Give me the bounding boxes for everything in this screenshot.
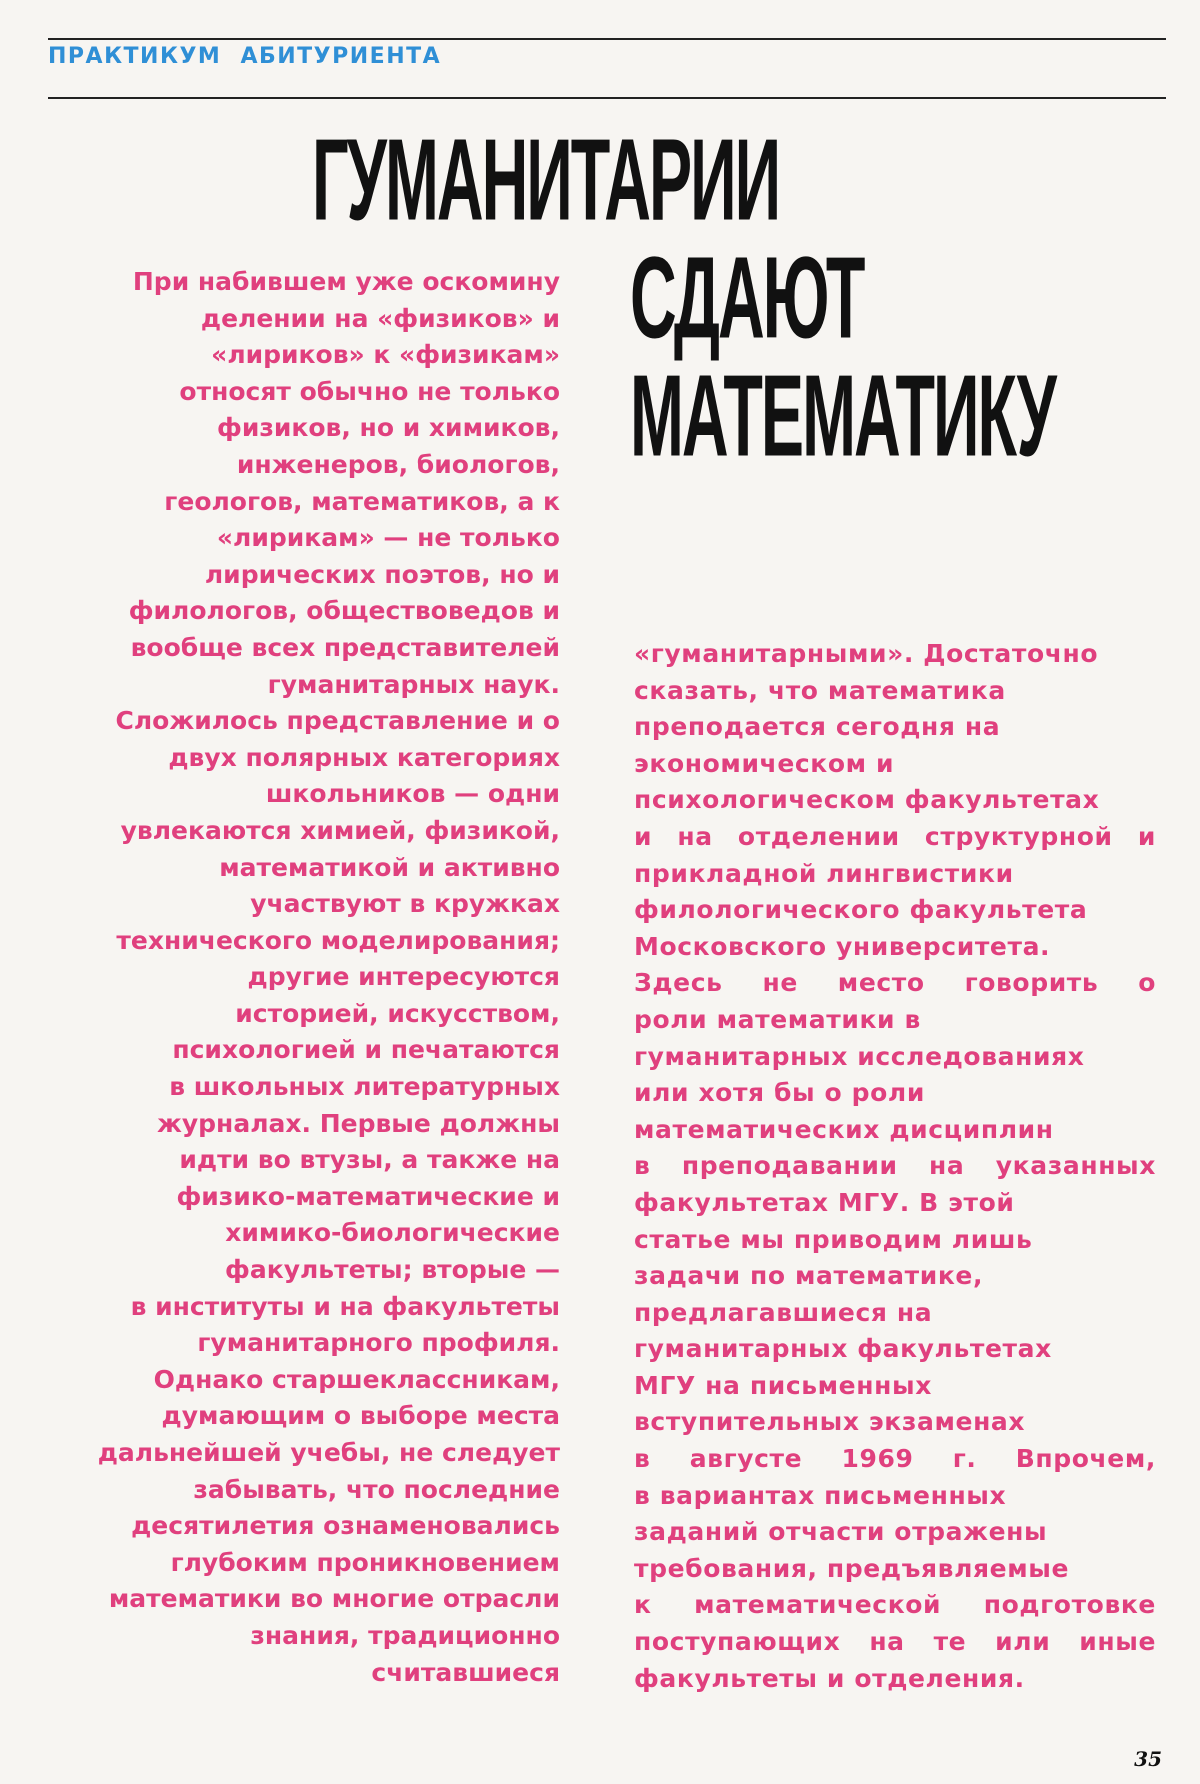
intro-text-line: историей, искусством,	[235, 998, 560, 1028]
intro-text-line: в школьных литературных	[169, 1072, 560, 1102]
intro-text-line: заданий отчасти отражены	[634, 1517, 1048, 1547]
intro-text-line: статье мы приводим лишь	[634, 1224, 1033, 1254]
intro-text-line: гуманитарных наук.	[267, 669, 560, 699]
intro-text-line: знания, традиционно	[250, 1620, 560, 1650]
intro-text-line: математики во многие отрасли	[108, 1584, 560, 1614]
intro-text-line: факультеты; вторые —	[225, 1255, 560, 1285]
intro-text-line: предлагавшиеся на	[634, 1297, 933, 1327]
intro-text-line: Здесь не место говорить о	[634, 968, 1156, 998]
intro-text-line: школьников — одни	[265, 779, 560, 809]
intro-text-line: химико-биологические	[225, 1218, 560, 1248]
intro-text-line: прикладной лингвистики	[634, 858, 1014, 888]
intro-text-line: гуманитарного профиля.	[197, 1328, 560, 1358]
intro-text-line: в институты и на факультеты	[130, 1291, 560, 1321]
intro-text-line: относят обычно не только	[179, 376, 560, 406]
intro-text-line: психологией и печатаются	[172, 1035, 560, 1065]
intro-text-line: другие интересуются	[247, 962, 560, 992]
intro-text-line: гуманитарных исследованиях	[634, 1041, 1085, 1071]
intro-text-line: геологов, математиков, а к	[164, 486, 560, 516]
intro-text-line: Сложилось представление и о	[115, 706, 560, 736]
intro-text-line: МГУ на письменных	[634, 1370, 932, 1400]
intro-text-line: поступающих на те или иные	[634, 1627, 1156, 1657]
intro-text-line: участвуют в кружках	[250, 889, 560, 919]
intro-text-line: филологов, обществоведов и	[128, 596, 560, 626]
intro-text-line: математических дисциплин	[634, 1114, 1054, 1144]
intro-left-column	[40, 264, 560, 1691]
intro-text-line: делении на «физиков» и	[200, 303, 560, 333]
intro-text-line: технического моделирования;	[116, 925, 560, 955]
intro-text-line: или хотя бы о роли	[634, 1078, 925, 1108]
intro-text-line: лирических поэтов, но и	[204, 559, 560, 589]
title-line: СДАЮТ	[630, 232, 864, 363]
header-rule-bottom	[48, 97, 1166, 99]
intro-text-line: забывать, что последние	[193, 1474, 560, 1504]
intro-text-line: филологического факультета	[634, 895, 1088, 925]
intro-text-line: считавшиеся	[371, 1657, 560, 1687]
intro-text-line: «лириков» к «физикам»	[211, 340, 560, 370]
intro-text-line: в вариантах письменных	[634, 1480, 1007, 1510]
intro-text-line: идти во втузы, а также на	[179, 1145, 560, 1175]
intro-text-line: и на отделении структурной и	[634, 821, 1156, 851]
intro-text-line: Однако старшеклассникам,	[153, 1364, 560, 1394]
section-header: ПРАКТИКУМ АБИТУРИЕНТА	[48, 44, 442, 69]
intro-text-line: журналах. Первые должны	[156, 1108, 560, 1138]
intro-text-line: экономическом и	[634, 748, 895, 778]
intro-text-line: задачи по математике,	[634, 1261, 984, 1291]
intro-text-line: «гуманитарными». Достаточно	[634, 639, 1099, 668]
intro-text-line: физико-математические и	[176, 1181, 560, 1211]
intro-text-line: «лирикам» — не только	[216, 523, 560, 553]
intro-text-line: думающим о выборе места	[161, 1401, 560, 1431]
intro-text-line: требования, предъявляемые	[634, 1553, 1069, 1583]
intro-text-line: двух полярных категориях	[168, 742, 560, 772]
intro-text-line: вступительных экзаменах	[634, 1407, 1026, 1437]
title-line: МАТЕМАТИКУ	[630, 350, 1055, 481]
intro-text-line: гуманитарных факультетах	[634, 1334, 1052, 1364]
page-number: 35	[1134, 1747, 1162, 1771]
intro-right-column	[634, 636, 1156, 1697]
intro-text-line: физиков, но и химиков,	[217, 413, 560, 443]
intro-text-line: вообще всех представителей	[130, 632, 560, 662]
intro-text-line: в августе 1969 г. Впрочем,	[634, 1444, 1156, 1474]
title-line: ГУМАНИТАРИИ	[312, 114, 780, 245]
intro-text-line: преподается сегодня на	[634, 712, 1001, 742]
intro-text-line: роли математики в	[634, 1004, 921, 1034]
intro-text-line: Московского университета.	[634, 931, 1051, 961]
header-rule-top	[48, 38, 1166, 40]
intro-text-line: сказать, что математика	[634, 675, 1006, 705]
intro-text-line: в преподавании на указанных	[634, 1151, 1156, 1181]
intro-text-line: факультетах МГУ. В этой	[634, 1187, 1015, 1217]
intro-text-line: При набившем уже оскомину	[132, 267, 560, 296]
intro-text-line: к математической подготовке	[634, 1590, 1156, 1620]
intro-text-line: дальнейшей учебы, не следует	[97, 1438, 560, 1467]
intro-text-line: факультеты и отделения.	[634, 1663, 1025, 1693]
intro-text-line: глубоким проникновением	[170, 1547, 560, 1577]
intro-text-line: психологическом факультетах	[634, 785, 1100, 815]
intro-text-line: инженеров, биологов,	[236, 449, 560, 479]
intro-text-line: увлекаются химией, физикой,	[120, 815, 560, 845]
intro-text-line: математикой и активно	[219, 852, 560, 882]
intro-text-line: десятилетия ознаменовались	[131, 1511, 560, 1541]
